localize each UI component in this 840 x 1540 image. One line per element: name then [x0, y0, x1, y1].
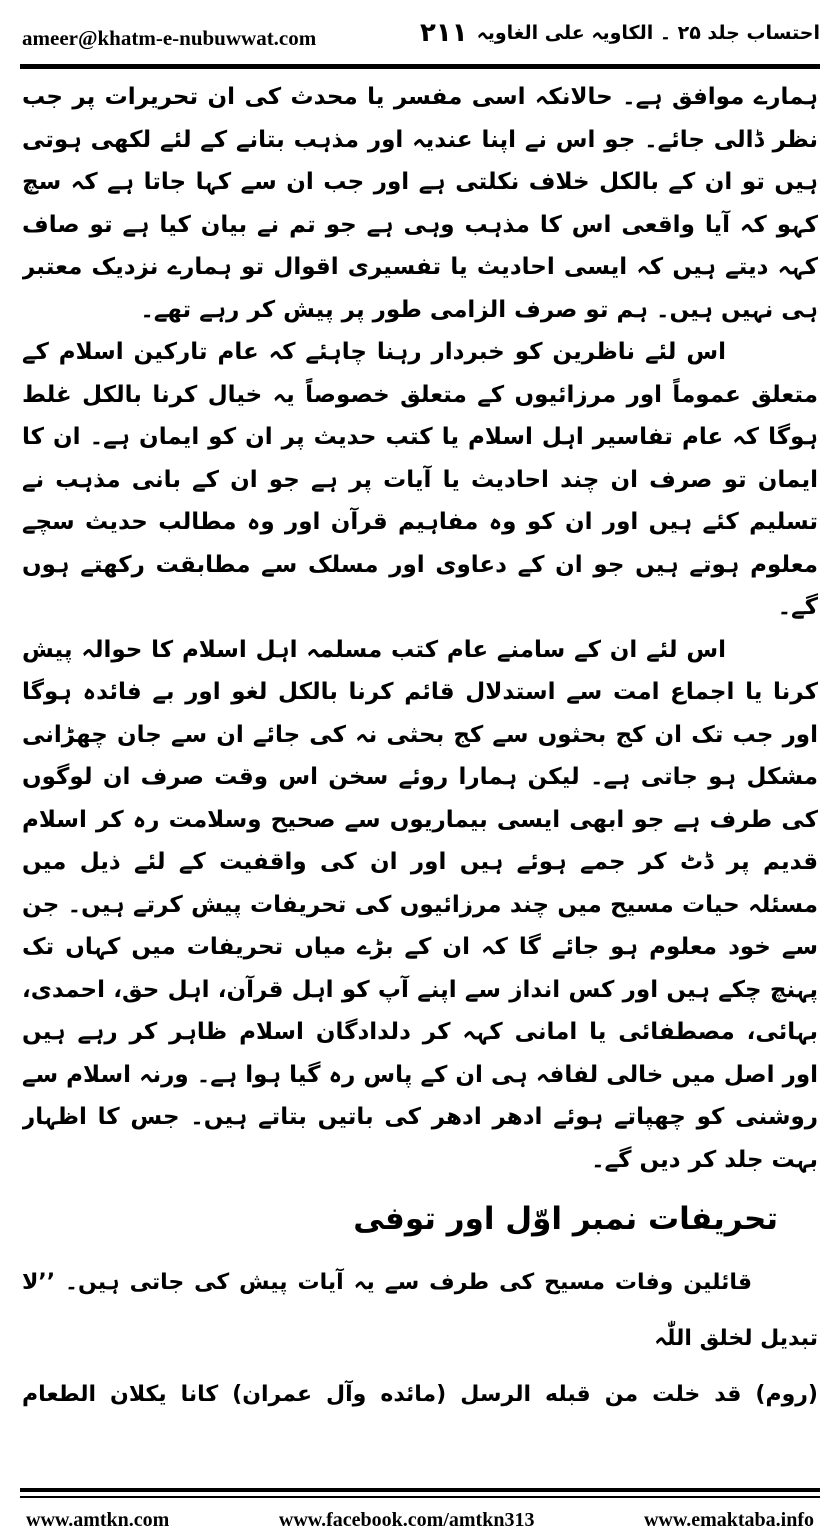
- quoted-verse-line: (روم) قد خلت من قبله الرسل (مائده وآل عمران) كانا يكلان الطعام: [22, 1382, 818, 1407]
- footer-link-amtkn[interactable]: www.amtkn.com: [26, 1508, 170, 1531]
- header-email[interactable]: ameer@khatm-e-nubuwwat.com: [22, 26, 317, 50]
- body-text: [22, 76, 818, 1436]
- page-footer: [20, 1505, 820, 1535]
- paragraph-1: ہمارے موافق ہے۔ حالانکہ اسی مفسر یا محدث کی ان تحریرات پر جب نظر ڈالی جائے۔ جو اس نے اپنا عندیہ اور مذہب بتانے کے لئے لکھی ہوتی ہیں تو ان کے بالکل خلاف نکلتی ہے اور جب ان سے کہا جاتا ہے کہ سچ کہو کہ آیا واقعی اس کا مذہب وہی ہے جو تم نے بیان کیا ہے تو صاف کہہ دیتے ہیں کہ ایسی احادیث یا تفسیری اقوال تو ہمارے نزدیک معتبر ہی نہیں ہیں۔ ہم تو صرف الزامی طور پر پیش کر رہے تھے۔: [22, 84, 818, 323]
- footer-link-emaktaba[interactable]: www.emaktaba.info: [643, 1508, 814, 1531]
- book-title: احتساب جلد ۲۵ ۔ الکاویہ علی الغاویہ: [476, 22, 820, 44]
- paragraph-3: اس لئے ان کے سامنے عام کتب مسلمہ اہل اسلام کا حوالہ پیش کرنا یا اجماع امت سے استدلال قائم کرنا بالکل لغو اور بے فائدہ ہوگا اور جب تک ان کج بحثوں سے کج بحثی نہ کی جائے ان سے جان چھڑانی مشکل ہو جاتی ہے۔ لیکن ہمارا روئے سخن اس وقت صرف ان لوگوں کی طرف ہے جو ابھی ایسی بیماریوں سے صحیح وسلامت رہ کر اسلام قدیم پر ڈٹ کر جمے ہوئے ہیں اور ان کی واقفیت کے لئے ذیل میں مسئلہ حیات مسیح میں چند مرزائیوں کی تحریفات پیش کرتے ہیں۔ جن سے خود معلوم ہو جائے گا کہ ان کے بڑے میاں تحریفات میں کہاں تک پہنچ چکے ہیں اور کس انداز سے اپنے آپ کو اہل قرآن، اہل حق، احمدی، بہائی، مصطفائی یا امانی کہہ کر دلدادگان اسلام ظاہر کر رہے ہیں اور اصل میں خالی لفافہ ہی ان کے پاس رہ گیا ہوا ہے۔ ورنہ اسلام سے روشنی کو چھپاتے ہوئے ادھر ادھر کی باتیں بتاتے ہیں۔ جس کا اظہار بہت جلد کر دیں گے۔: [22, 636, 818, 1173]
- header-rule: [20, 64, 820, 69]
- footer-rule-thick: [20, 1488, 820, 1492]
- paragraph-2: اس لئے ناظرین کو خبردار رہنا چاہئے کہ عام تارکین اسلام کے متعلق عموماً اور مرزائیوں کے متعلق خصوصاً یہ خیال کرنا بالکل غلط ہوگا کہ عام تفاسیر اہل اسلام یا کتب حدیث پر ان کو ایمان ہے۔ ان کا ایمان تو صرف ان چند احادیث یا آیات پر ہے جو ان کے بانی مذہب نے تسلیم کئے ہیں اور ان کو وہ مفاہیم قرآن اور وہ مطالب حدیث سچے معلوم ہوتے ہیں جو ان کے دعاوی اور مسلک سے مطابقت رکھتے ہوں گے۔: [22, 339, 818, 620]
- footer-rule-thin: [20, 1496, 820, 1498]
- page-number: ۲۱۱: [420, 18, 468, 48]
- intro-line: قائلین وفات مسیح کی طرف سے یہ آیات پیش کی جاتی ہیں۔ ’’لا تبدیل لخلق اللّٰہ: [22, 1270, 818, 1351]
- section-heading: تحریفات نمبر اوّل اور توفی: [353, 1201, 778, 1237]
- footer-link-facebook[interactable]: www.facebook.com/amtkn313: [278, 1508, 535, 1531]
- page-header: [22, 14, 820, 56]
